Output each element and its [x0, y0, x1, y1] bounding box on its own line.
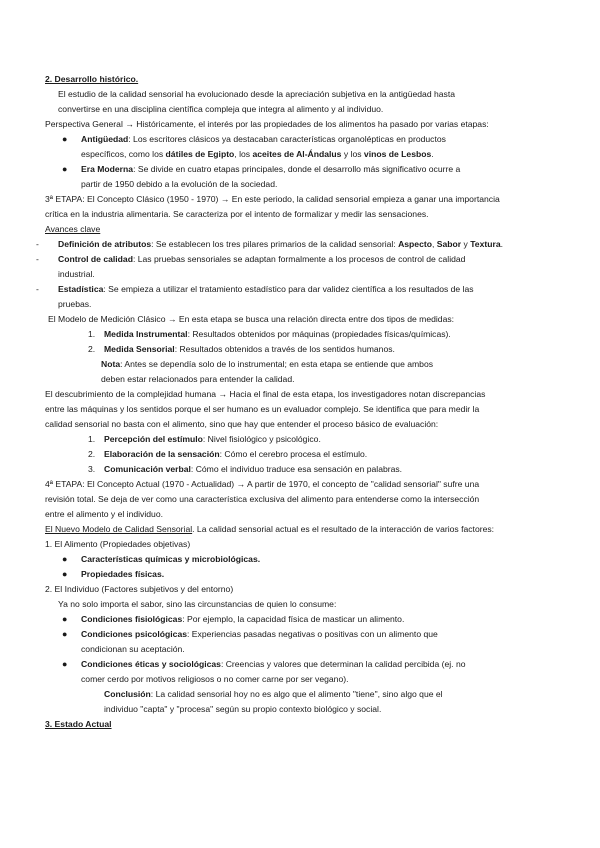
nuevo-modelo-paragraph: [0, 522, 600, 537]
avance-item-atributos: [0, 237, 600, 252]
dash-icon: -: [36, 239, 39, 249]
item-text: específicos, como los: [81, 149, 166, 159]
etapa4-line-2: revisión total. Se deja de ver como una característica exclusiva del alimento para entenderse como la intersección: [45, 494, 480, 504]
item-label: Era Moderna: [81, 164, 134, 174]
condicion-item-eticas: [0, 657, 600, 672]
document-page: [0, 72, 600, 732]
complejidad-line-1: El descubrimiento de la complejidad humana → Hacia el final de esta etapa, los investigadores notan discrepancias: [45, 389, 486, 399]
item-label: Propiedades físicas.: [81, 569, 165, 579]
bullet-icon: ●: [62, 569, 68, 579]
bullet-icon: ●: [62, 659, 68, 669]
item-label: Condiciones fisiológicas: [81, 614, 183, 624]
alimento-title: 1. El Alimento (Propiedades objetivas): [45, 539, 191, 549]
nota-line-2: deben estar relacionados para entender la calidad.: [101, 374, 295, 384]
item-text: : Se establecen los tres pilares primarios de la calidad sensorial:: [151, 239, 399, 249]
item-label: Comunicación verbal: [104, 464, 191, 474]
item-text: , los: [234, 149, 253, 159]
conclusion-label: Conclusión: [104, 689, 151, 699]
item-text: : Las pruebas sensoriales se adaptan formalmente a los procesos de control de calidad: [132, 254, 466, 264]
item-text: y: [461, 239, 471, 249]
list-item-antiguedad-cont: [0, 147, 600, 162]
proceso-item-percepcion: [0, 432, 600, 447]
nuevo-modelo-text: . La calidad sensorial actual es el resultado de la interacción de varios factores:: [192, 524, 495, 534]
item-bold-text: dátiles de Egipto: [165, 149, 235, 159]
conclusion-line-1: [0, 687, 600, 702]
item-label: Percepción del estímulo: [104, 434, 203, 444]
condicion-item-fisiologicas: [0, 612, 600, 627]
item-label: Antigüedad: [81, 134, 129, 144]
list-item-antiguedad: [0, 132, 600, 147]
avances-title: [0, 222, 600, 237]
proceso-item-elaboracion: [0, 447, 600, 462]
list-number: 2.: [88, 344, 96, 354]
condicion-item-psicologicas-cont: condicionan su aceptación.: [81, 644, 185, 654]
item-text: .: [431, 149, 434, 159]
list-number: 3.: [88, 464, 96, 474]
item-text: y los: [341, 149, 364, 159]
item-label: Elaboración de la sensación: [104, 449, 220, 459]
item-text: : Experiencias pasadas negativas o positivas con un alimento que: [187, 629, 438, 639]
list-item-era-moderna-cont: partir de 1950 debido a la evolución de la sociedad.: [81, 179, 278, 189]
condicion-item-psicologicas: [0, 627, 600, 642]
nuevo-modelo-title: El Nuevo Modelo de Calidad Sensorial: [45, 524, 193, 534]
nota-text: : Antes se dependía solo de lo instrumental; en esta etapa se entiende que ambos: [120, 359, 434, 369]
item-label: Medida Instrumental: [104, 329, 188, 339]
medida-item-instrumental: [0, 327, 600, 342]
avance-item-control-cont: industrial.: [58, 269, 95, 279]
bullet-icon: ●: [62, 164, 68, 174]
item-label: Control de calidad: [58, 254, 133, 264]
complejidad-line-3: calidad sensorial no basta con el alimento, sino que hay que entender el proceso básico de evaluación:: [45, 419, 439, 429]
bullet-icon: ●: [62, 134, 68, 144]
item-text: : Cómo el cerebro procesa el estímulo.: [219, 449, 368, 459]
avance-item-estadistica-cont: pruebas.: [58, 299, 92, 309]
nota-label: Nota: [101, 359, 121, 369]
section-heading-text: 2. Desarrollo histórico.: [45, 74, 139, 84]
condicion-item-eticas-cont: comer cerdo por motivos religiosos o no comer carne por ser vegano).: [81, 674, 349, 684]
etapa4-line-1: 4ª ETAPA: El Concepto Actual (1970 - Actualidad) → A partir de 1970, el concepto de "calidad sensorial" sufre una: [45, 479, 480, 489]
medida-item-sensorial: [0, 342, 600, 357]
item-text: : Se divide en cuatro etapas principales, donde el desarrollo más significativo ocurre a: [133, 164, 461, 174]
item-label: Definición de atributos: [58, 239, 152, 249]
avances-title-text: Avances clave: [45, 224, 101, 234]
item-bold-text: Textura: [470, 239, 501, 249]
etapa3-line-1: 3ª ETAPA: El Concepto Clásico (1950 - 1970) → En este periodo, la calidad sensorial empieza a ganar una importancia: [45, 194, 500, 204]
alimento-item-quimicas: [0, 552, 600, 567]
avance-item-control: [0, 252, 600, 267]
nota-line-1: [0, 357, 600, 372]
item-text: : Cómo el individuo traduce esa sensación en palabras.: [190, 464, 403, 474]
item-bold-text: Sabor: [436, 239, 462, 249]
item-text: ,: [431, 239, 437, 249]
item-text: : Se empieza a utilizar el tratamiento estadístico para dar validez científica a los resultados de las: [103, 284, 474, 294]
item-label: Condiciones psicológicas: [81, 629, 188, 639]
intro-line-2: convertirse en una disciplina científica compleja que integra al alimento y al individuo.: [58, 104, 384, 114]
proceso-item-comunicacion: [0, 462, 600, 477]
item-bold-text: Aspecto: [398, 239, 432, 249]
item-text: : Creencias y valores que determinan la calidad percibida (ej. no: [220, 659, 466, 669]
individuo-intro: Ya no solo importa el sabor, sino las circunstancias de quien lo consume:: [58, 599, 337, 609]
alimento-item-fisicas: [0, 567, 600, 582]
item-text: .: [500, 239, 503, 249]
item-text: : Nivel fisiológico y psicológico.: [202, 434, 321, 444]
list-number: 1.: [88, 329, 96, 339]
conclusion-line-2: individuo "capta" y "procesa" según su propio contexto biológico y social.: [104, 704, 382, 714]
item-label: Medida Sensorial: [104, 344, 175, 354]
item-bold-text: vinos de Lesbos: [363, 149, 432, 159]
item-label: Condiciones éticas y sociológicas: [81, 659, 221, 669]
intro-line-1: El estudio de la calidad sensorial ha evolucionado desde la apreciación subjetiva en la antigüedad hasta: [58, 89, 456, 99]
section-heading: [0, 72, 600, 87]
dash-icon: -: [36, 284, 39, 294]
etapa4-line-3: entre el alimento y el individuo.: [45, 509, 163, 519]
dash-icon: -: [36, 254, 39, 264]
item-text: : Resultados obtenidos a través de los sentidos humanos.: [174, 344, 395, 354]
perspectiva-paragraph: Perspectiva General → Históricamente, el interés por las propiedades de los alimentos ha pasado por varias etapas:: [45, 119, 489, 129]
section-heading-2: [0, 717, 600, 732]
modelo-clasico-paragraph: El Modelo de Medición Clásico → En esta etapa se busca una relación directa entre dos tipos de medidas:: [48, 314, 455, 324]
item-text: : Por ejemplo, la capacidad física de masticar un alimento.: [182, 614, 405, 624]
list-item-era-moderna: [0, 162, 600, 177]
individuo-title: 2. El Individuo (Factores subjetivos y del entorno): [45, 584, 234, 594]
item-label: Características químicas y microbiológicas.: [81, 554, 261, 564]
section-heading-2-text: 3. Estado Actual: [45, 719, 112, 729]
etapa3-line-2: crítica en la industria alimentaria. Se caracteriza por el intento de formalizar y medir las sensaciones.: [45, 209, 429, 219]
item-bold-text: aceites de Al-Ándalus: [252, 149, 342, 159]
item-label: Estadística: [58, 284, 104, 294]
item-text: : Los escritores clásicos ya destacaban características organolépticas en productos: [128, 134, 446, 144]
list-number: 1.: [88, 434, 96, 444]
item-text: : Resultados obtenidos por máquinas (propiedades físicas/químicas).: [187, 329, 451, 339]
avance-item-estadistica: [0, 282, 600, 297]
bullet-icon: ●: [62, 554, 68, 564]
conclusion-text: : La calidad sensorial hoy no es algo que el alimento "tiene", sino algo que el: [150, 689, 443, 699]
bullet-icon: ●: [62, 629, 68, 639]
complejidad-line-2: entre las máquinas y los sentidos porque el ser humano es un evaluador complejo. Se identifica que para medir la: [45, 404, 480, 414]
list-number: 2.: [88, 449, 96, 459]
bullet-icon: ●: [62, 614, 68, 624]
